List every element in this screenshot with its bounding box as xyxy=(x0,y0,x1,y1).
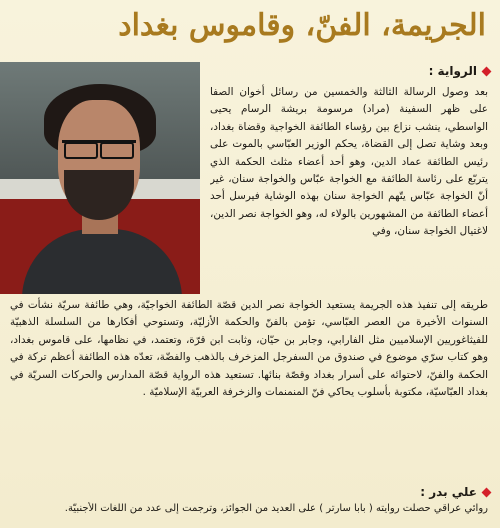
author-heading xyxy=(420,485,490,499)
novel-paragraph-1: بعد وصول الرسالة الثالثة والخمسين من رسائل أخوان الصفا على ظهر السفينة (مراد) مرسومة بريشة الرسام يحيى الواسطي، ينشب نزاع بين رؤساء الطائفة الخواجية وقضاة بغداد، وبعد وشاية تصل إلى القضاة، يحكم الوزير العبّاسي بالموت على رئيس الطائفة عماد الدين، وهو أحد أعضاء مثلث الحكمة الذي يتربّع على رئاسة الطائفة مع الخواجة عبّاس والخواجة سنان، غير أنّ الخواجة عبّاس يتّهم الخواجة سنان بهذه الوشاية فيرسل أحد أعضاء الطائفة من المشهورين بالولاء له، وهو الخواجة نصر الدين، لاغتيال الخواجة سنان، وفي xyxy=(210,86,488,238)
diamond-bullet-icon xyxy=(482,488,492,498)
diamond-bullet-icon xyxy=(482,67,492,77)
author-paragraph: روائي عراقي حصلت روايته ( بابا سارتر ) على العديد من الجوائز، وترجمت إلى عدد من اللغات الأجنبيّة. xyxy=(64,503,488,514)
article-title: الجريمة، الفنّ، وقاموس بغداد xyxy=(118,8,486,43)
novel-paragraph-2: طريقه إلى تنفيذ هذه الجريمة يستعيد الخواجة نصر الدين قصّة الطائفة الخواجيّة، وهي طائفة سريّة نشأت في السنوات الأخيرة من العصر العبّاسي، تؤمن بالفنّ والحكمة الأزليّة، وتستوحي أفكارها من السلسلة الذهبيّة للفيثاغوريين الإسلاميين مثل الفارابي، وجابر بن حيّان، وثابت ابن قرّة، وتعتمد، في نظامها، على قاموس بغداد، وهو كتاب سرّي موضوع في صندوق من السفرجل المزخرف بالذهب والفضّة، تعدّه هذه الطائفة أعظم تركة في الحكمة والفنّ، لاحتوائه على أسرار بغداد وقصّة بنائها. تستعيد هذه الرواية قصّة المدارس والحركات السريّة في بغداد العبّاسيّة، مكتوبة بأسلوب يحاكي فنّ المنمنمات والزخرفة العربيّة الإسلاميّة . xyxy=(10,299,488,399)
author-photo xyxy=(0,62,200,294)
novel-heading xyxy=(429,64,490,78)
photo-glasses xyxy=(62,140,136,159)
novel-heading-text: الرواية : xyxy=(428,64,477,78)
author-heading-text: علي بدر : xyxy=(420,485,477,499)
